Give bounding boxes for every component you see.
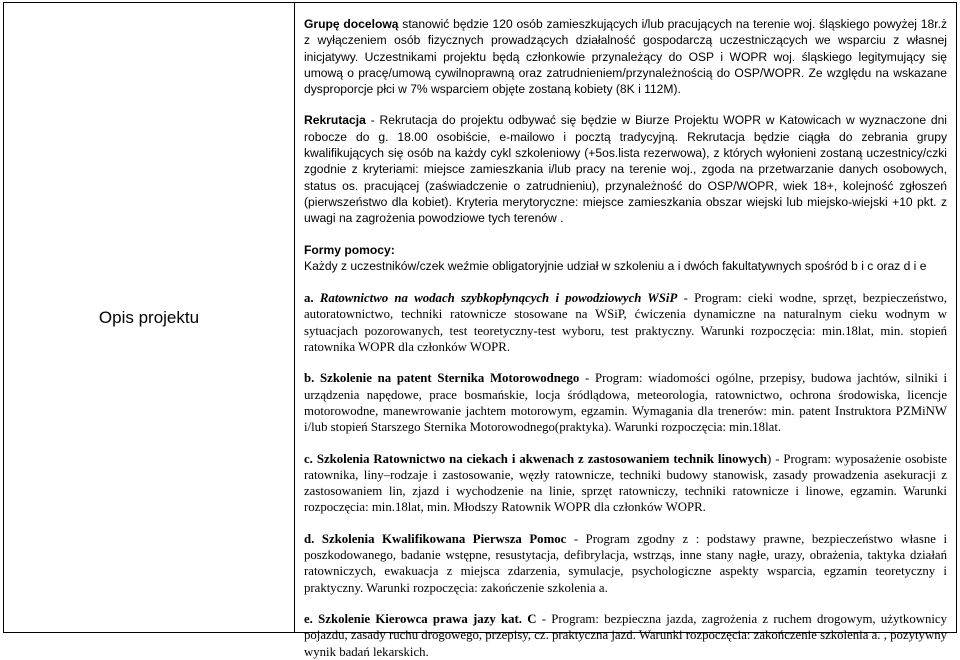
forms-text: Każdy z uczestników/czek weźmie obligatoryjnie udział w szkoleniu a i dwóch fakultatywnych spośród b i c oraz d i e <box>304 258 927 273</box>
recruitment-text: - Rekrutacja do projektu odbywać się będzie w Biurze Projektu WOPR w Katowicach w wyznaczone dni robocze do g. 18.00 osobiście, e-mailowo i pocztą tradycyjną. Rekrutacja będzie ciągła do zebrania grupy kwalifikujących się osób na każdy cykl szkoleniowy (+5os.lista rezerwowa), z których wyłonieni zostaną uczestnicy/czki zgodnie z kryteriami: miejsce zamieszkania i/lub pracy na terenie woj., zgoda na przetwarzanie danych osobowych, status os. pracującej (zaświadczenie o zatrudnieniu), przynależność do OSP/WOPR, wiek 18+, kolejność zgłoszeń (pierwszeństwo dla kobiet). Kryteria merytoryczne: miejsce zamieszkania obszar wiejski lub miejsko-wiejski +10 pkt. z uwagi na zagrożenia powodziowe tych terenów . <box>304 113 947 226</box>
item-a-title: Ratownictwo na wodach szybkopłynących i powodziowych WSiP <box>319 291 678 306</box>
item-c <box>304 451 947 516</box>
item-d <box>304 531 947 596</box>
item-e-text: - Program: bezpieczna jazda, zagrożenia z ruchem drogowym, użytkownicy pojazdu, zasady ruchu drogowego, przepisy, cz. praktyczna jazd. Warunki rozpoczęcia: zakończenie szkolenia a. , pozytywny wynik badań lekarskich. <box>304 611 947 659</box>
item-e-prefix: e. <box>304 611 319 626</box>
intro-paragraph <box>304 16 947 97</box>
content-cell <box>295 3 956 659</box>
item-a-prefix: a. <box>304 291 320 306</box>
item-b-prefix: b. <box>304 371 321 386</box>
item-c-text: ) - Program: wyposażenie osobiste ratownika, liny–rodzaje i zastosowanie, węzły ratownicze, techniki budowy stanowisk, zasady prowadzenia asekuracji z zastosowaniem lin, zjazd i wychodzenie na linie, sprzęt ratowniczy, techniki ratownicze i linowe, egzamin. Warunki rozpoczęcia: min.18lat, min. Młodszy Ratownik WOPR dla członków WOPR. <box>304 451 947 515</box>
item-e <box>304 611 947 660</box>
item-d-text: - Program zgodny z : podstawy prawne, bezpieczeństwo własne i poszkodowanego, badanie wstępne, resustytacja, defibrylacja, wstrząs, inne stany nagłe, urazy, obrażenia, taktyka działań ratowniczych, ewakuacja z miejsca zdarzenia, symulacje, psychologiczne aspekty wsparcia, egzamin teoretyczny i praktyczny. Warunki rozpoczęcia: zakończenie szkolenia a. <box>304 531 947 595</box>
item-e-title: Szkolenie Kierowca prawa jazy kat. C <box>318 611 537 626</box>
recruitment-bold: Rekrutacja <box>304 113 366 128</box>
item-d-prefix: d. <box>304 531 322 546</box>
intro-text: stanowić będzie 120 osób zamieszkujących i/lub pracujących na terenie woj. śląskiego powyżej 18r.ż z wyłączeniem osób fizycznych prowadzących działalność gospodarczą uczestniczących we wsparciu z własnej inicjatywy. Uczestnikami projektu będą członkowie przynależący do OSP i WOPR woj. śląskiego legitymujący się umową o pracę/umową cywilnoprawną oraz zatrudnieniem/przynależnością do OSP/WOPR. Ze względu na wskazane dysproporcje płci w 7% wsparciem objęte zostaną kobiety (8K i 112M). <box>304 17 947 97</box>
item-d-title: Szkolenia Kwalifikowana Pierwsza Pomoc <box>321 531 567 546</box>
label-cell <box>4 3 295 632</box>
recruitment-paragraph <box>304 112 947 226</box>
item-b <box>304 370 947 435</box>
intro-bold: Grupę docelową <box>304 17 399 31</box>
item-c-title: Szkolenia Ratownictwo na ciekach i akwenach z zastosowaniem technik linowych <box>316 451 767 466</box>
item-b-title: Szkolenie na patent Sternika Motorowodnego <box>320 371 580 386</box>
item-a <box>304 290 947 355</box>
item-c-prefix: c. <box>304 451 317 466</box>
item-a-text: - Program: cieki wodne, sprzęt, bezpieczeństwo, autoratownictwo, techniki ratownicze stosowane na WSiP, ćwiczenia dynamiczne na naturalnym cieku wodnym w sytuacjach pozorowanych, test teoretyczny-test wyboru, test praktyczny. Warunki rozpoczęcia: min.18lat, min. stopień ratownika WOPR dla członków WOPR. <box>304 291 948 355</box>
row-label: Opis projektu <box>98 308 200 327</box>
forms-paragraph <box>304 242 947 275</box>
item-b-text: - Program: wiadomości ogólne, przepisy, budowa jachtów, silniki i urządzenia napędowe, prace bosmańskie, locja śródlądowa, meteorologia, ratownictwo, ochrona środowiska, licencje motorowodne, manewrowanie jachtem motorowym, egzamin. Wymagania dla trenerów: min. patent Instruktora PZMiNW i/lub stopień Starszego Sternika Motorowodnego(praktyka). Warunki rozpoczęcia: min.18lat. <box>304 371 947 435</box>
project-description-table <box>3 2 957 659</box>
forms-heading: Formy pomocy: <box>304 242 395 257</box>
